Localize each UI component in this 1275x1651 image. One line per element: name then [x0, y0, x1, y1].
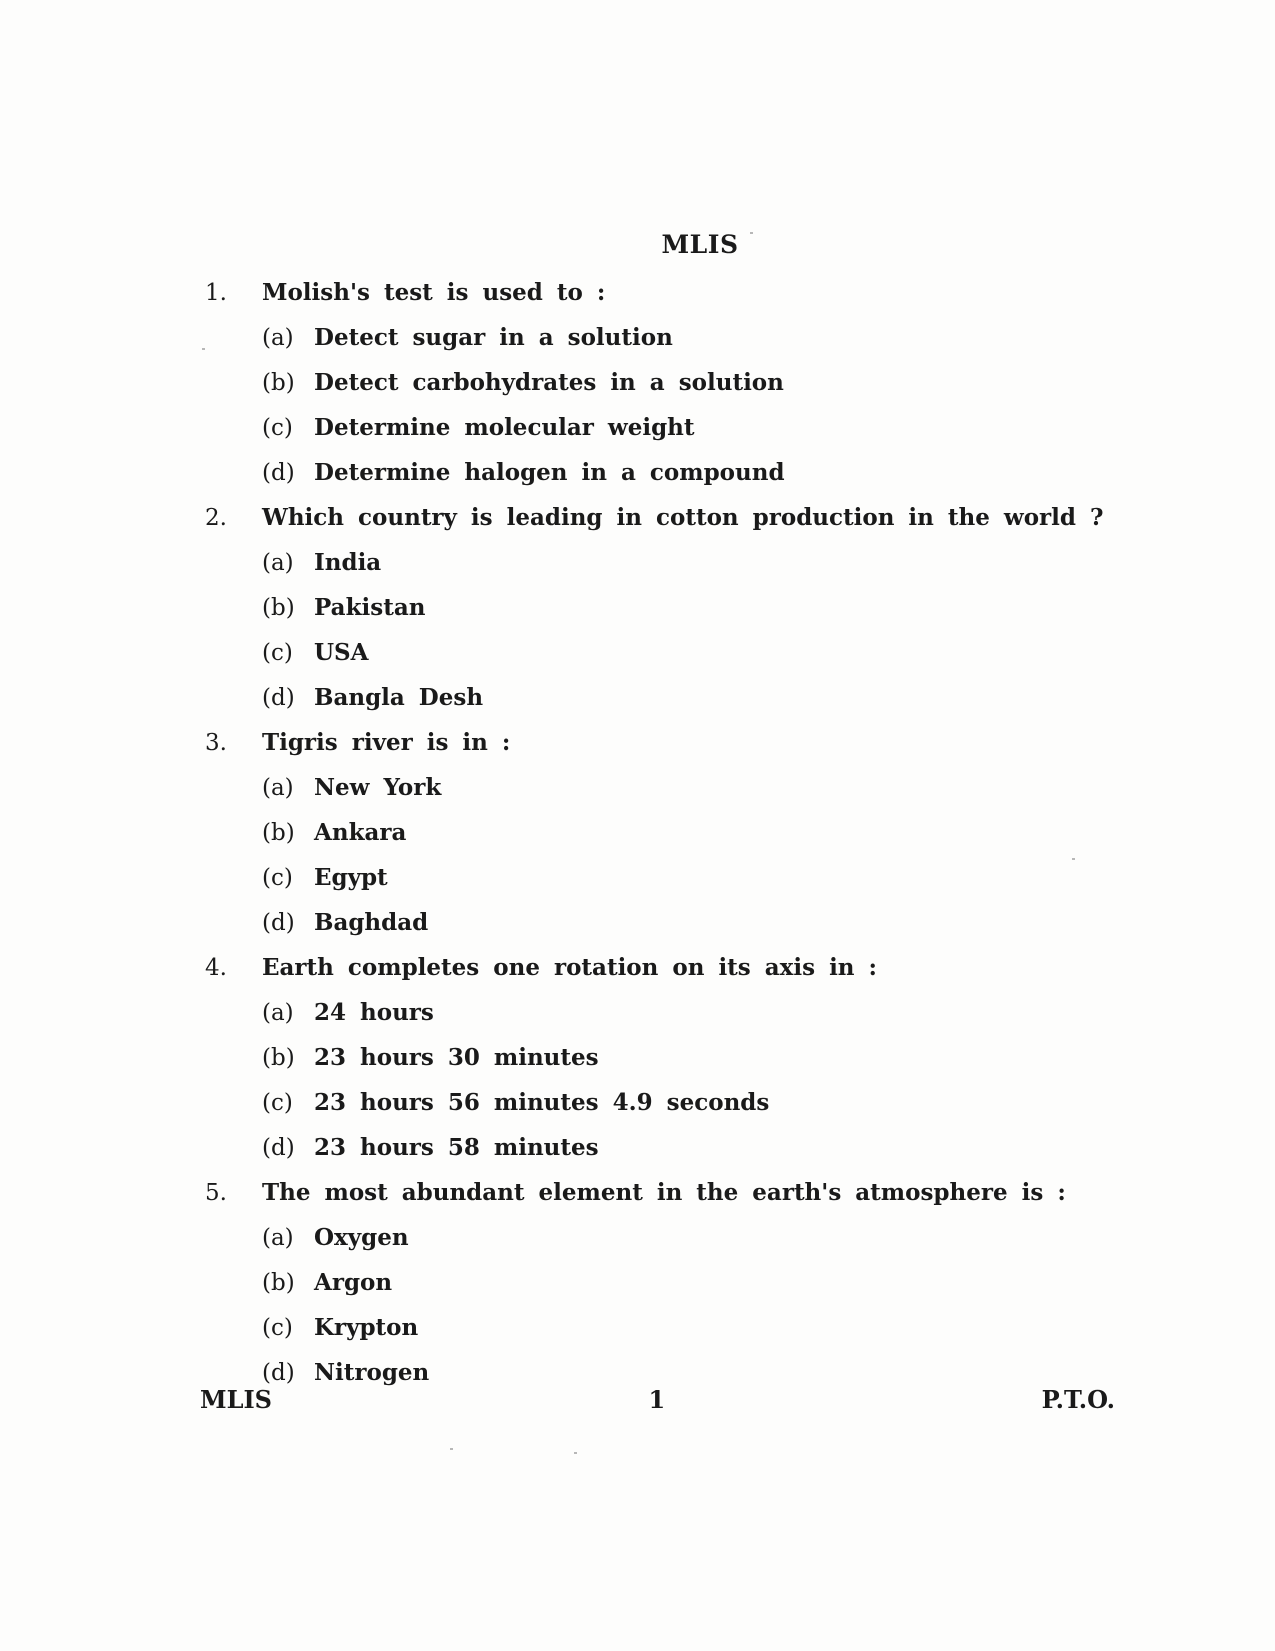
option-d	[205, 1125, 1105, 1170]
option-text: Krypton	[314, 1314, 419, 1341]
question-text: Earth completes one rotation on its axis in :	[262, 954, 878, 981]
question-stem	[205, 1170, 1105, 1215]
option-label: (d)	[262, 909, 295, 936]
option-label: (c)	[262, 414, 293, 441]
option-label: (b)	[262, 1269, 295, 1296]
option-a	[205, 1215, 1105, 1260]
question-number: 3.	[205, 729, 227, 756]
question-stem	[205, 720, 1105, 765]
option-label: (a)	[262, 324, 294, 351]
option-a	[205, 315, 1105, 360]
option-b	[205, 585, 1105, 630]
option-label: (c)	[262, 864, 293, 891]
scan-speck	[1072, 858, 1075, 860]
question-list	[205, 270, 1105, 1395]
option-text: Determine molecular weight	[314, 414, 695, 441]
question-4	[205, 945, 1105, 1170]
option-list	[205, 765, 1105, 945]
option-label: (b)	[262, 819, 295, 846]
page-footer	[200, 1385, 1115, 1414]
question-5	[205, 1170, 1105, 1395]
option-c	[205, 405, 1105, 450]
question-stem	[205, 270, 1105, 315]
question-number: 5.	[205, 1179, 227, 1206]
question-stem	[205, 945, 1105, 990]
option-a	[205, 990, 1105, 1035]
option-text: Pakistan	[314, 594, 426, 621]
option-text: India	[314, 549, 382, 576]
option-list	[205, 315, 1105, 495]
option-list	[205, 990, 1105, 1170]
option-b	[205, 1260, 1105, 1305]
question-text: Which country is leading in cotton production in the world ?	[262, 504, 1104, 531]
option-d	[205, 900, 1105, 945]
option-b	[205, 810, 1105, 855]
option-label: (d)	[262, 1134, 295, 1161]
question-stem	[205, 495, 1105, 540]
option-text: Detect carbohydrates in a solution	[314, 369, 784, 396]
option-text: 24 hours	[314, 999, 434, 1026]
scan-speck	[750, 232, 753, 234]
option-text: 23 hours 56 minutes 4.9 seconds	[314, 1089, 770, 1116]
option-label: (b)	[262, 369, 295, 396]
scan-speck	[202, 348, 205, 350]
footer-code: MLIS	[200, 1385, 272, 1414]
option-c	[205, 1080, 1105, 1125]
pto-label: P.T.O.	[1041, 1385, 1115, 1414]
option-label: (a)	[262, 549, 294, 576]
page-number: 1	[648, 1385, 666, 1414]
question-2	[205, 495, 1105, 720]
option-text: USA	[314, 639, 369, 666]
option-label: (d)	[262, 684, 295, 711]
option-text: 23 hours 58 minutes	[314, 1134, 599, 1161]
option-b	[205, 1035, 1105, 1080]
question-text: The most abundant element in the earth's atmosphere is :	[262, 1179, 1066, 1206]
option-text: Bangla Desh	[314, 684, 484, 711]
option-text: Oxygen	[314, 1224, 409, 1251]
option-text: Baghdad	[314, 909, 429, 936]
option-label: (b)	[262, 594, 295, 621]
option-a	[205, 540, 1105, 585]
option-label: (d)	[262, 1359, 295, 1386]
option-label: (d)	[262, 459, 295, 486]
page-title: MLIS	[661, 230, 739, 259]
option-label: (c)	[262, 1089, 293, 1116]
option-label: (c)	[262, 1314, 293, 1341]
question-number: 4.	[205, 954, 227, 981]
option-text: Argon	[314, 1269, 393, 1296]
option-d	[205, 450, 1105, 495]
scan-speck	[574, 1452, 577, 1454]
option-text: Egypt	[314, 864, 388, 891]
option-a	[205, 765, 1105, 810]
question-1	[205, 270, 1105, 495]
option-text: New York	[314, 774, 442, 801]
question-text: Tigris river is in :	[262, 729, 511, 756]
option-text: Nitrogen	[314, 1359, 430, 1386]
option-list	[205, 1215, 1105, 1395]
option-d	[205, 675, 1105, 720]
scan-speck	[450, 1448, 453, 1450]
option-label: (a)	[262, 1224, 294, 1251]
option-c	[205, 1305, 1105, 1350]
option-text: 23 hours 30 minutes	[314, 1044, 599, 1071]
option-label: (a)	[262, 999, 294, 1026]
question-number: 2.	[205, 504, 227, 531]
question-number: 1.	[205, 279, 227, 306]
option-label: (a)	[262, 774, 294, 801]
option-c	[205, 855, 1105, 900]
option-c	[205, 630, 1105, 675]
question-text: Molish's test is used to :	[262, 279, 606, 306]
option-text: Ankara	[314, 819, 407, 846]
question-3	[205, 720, 1105, 945]
option-label: (b)	[262, 1044, 295, 1071]
option-label: (c)	[262, 639, 293, 666]
option-b	[205, 360, 1105, 405]
option-text: Determine halogen in a compound	[314, 459, 785, 486]
option-list	[205, 540, 1105, 720]
option-text: Detect sugar in a solution	[314, 324, 673, 351]
